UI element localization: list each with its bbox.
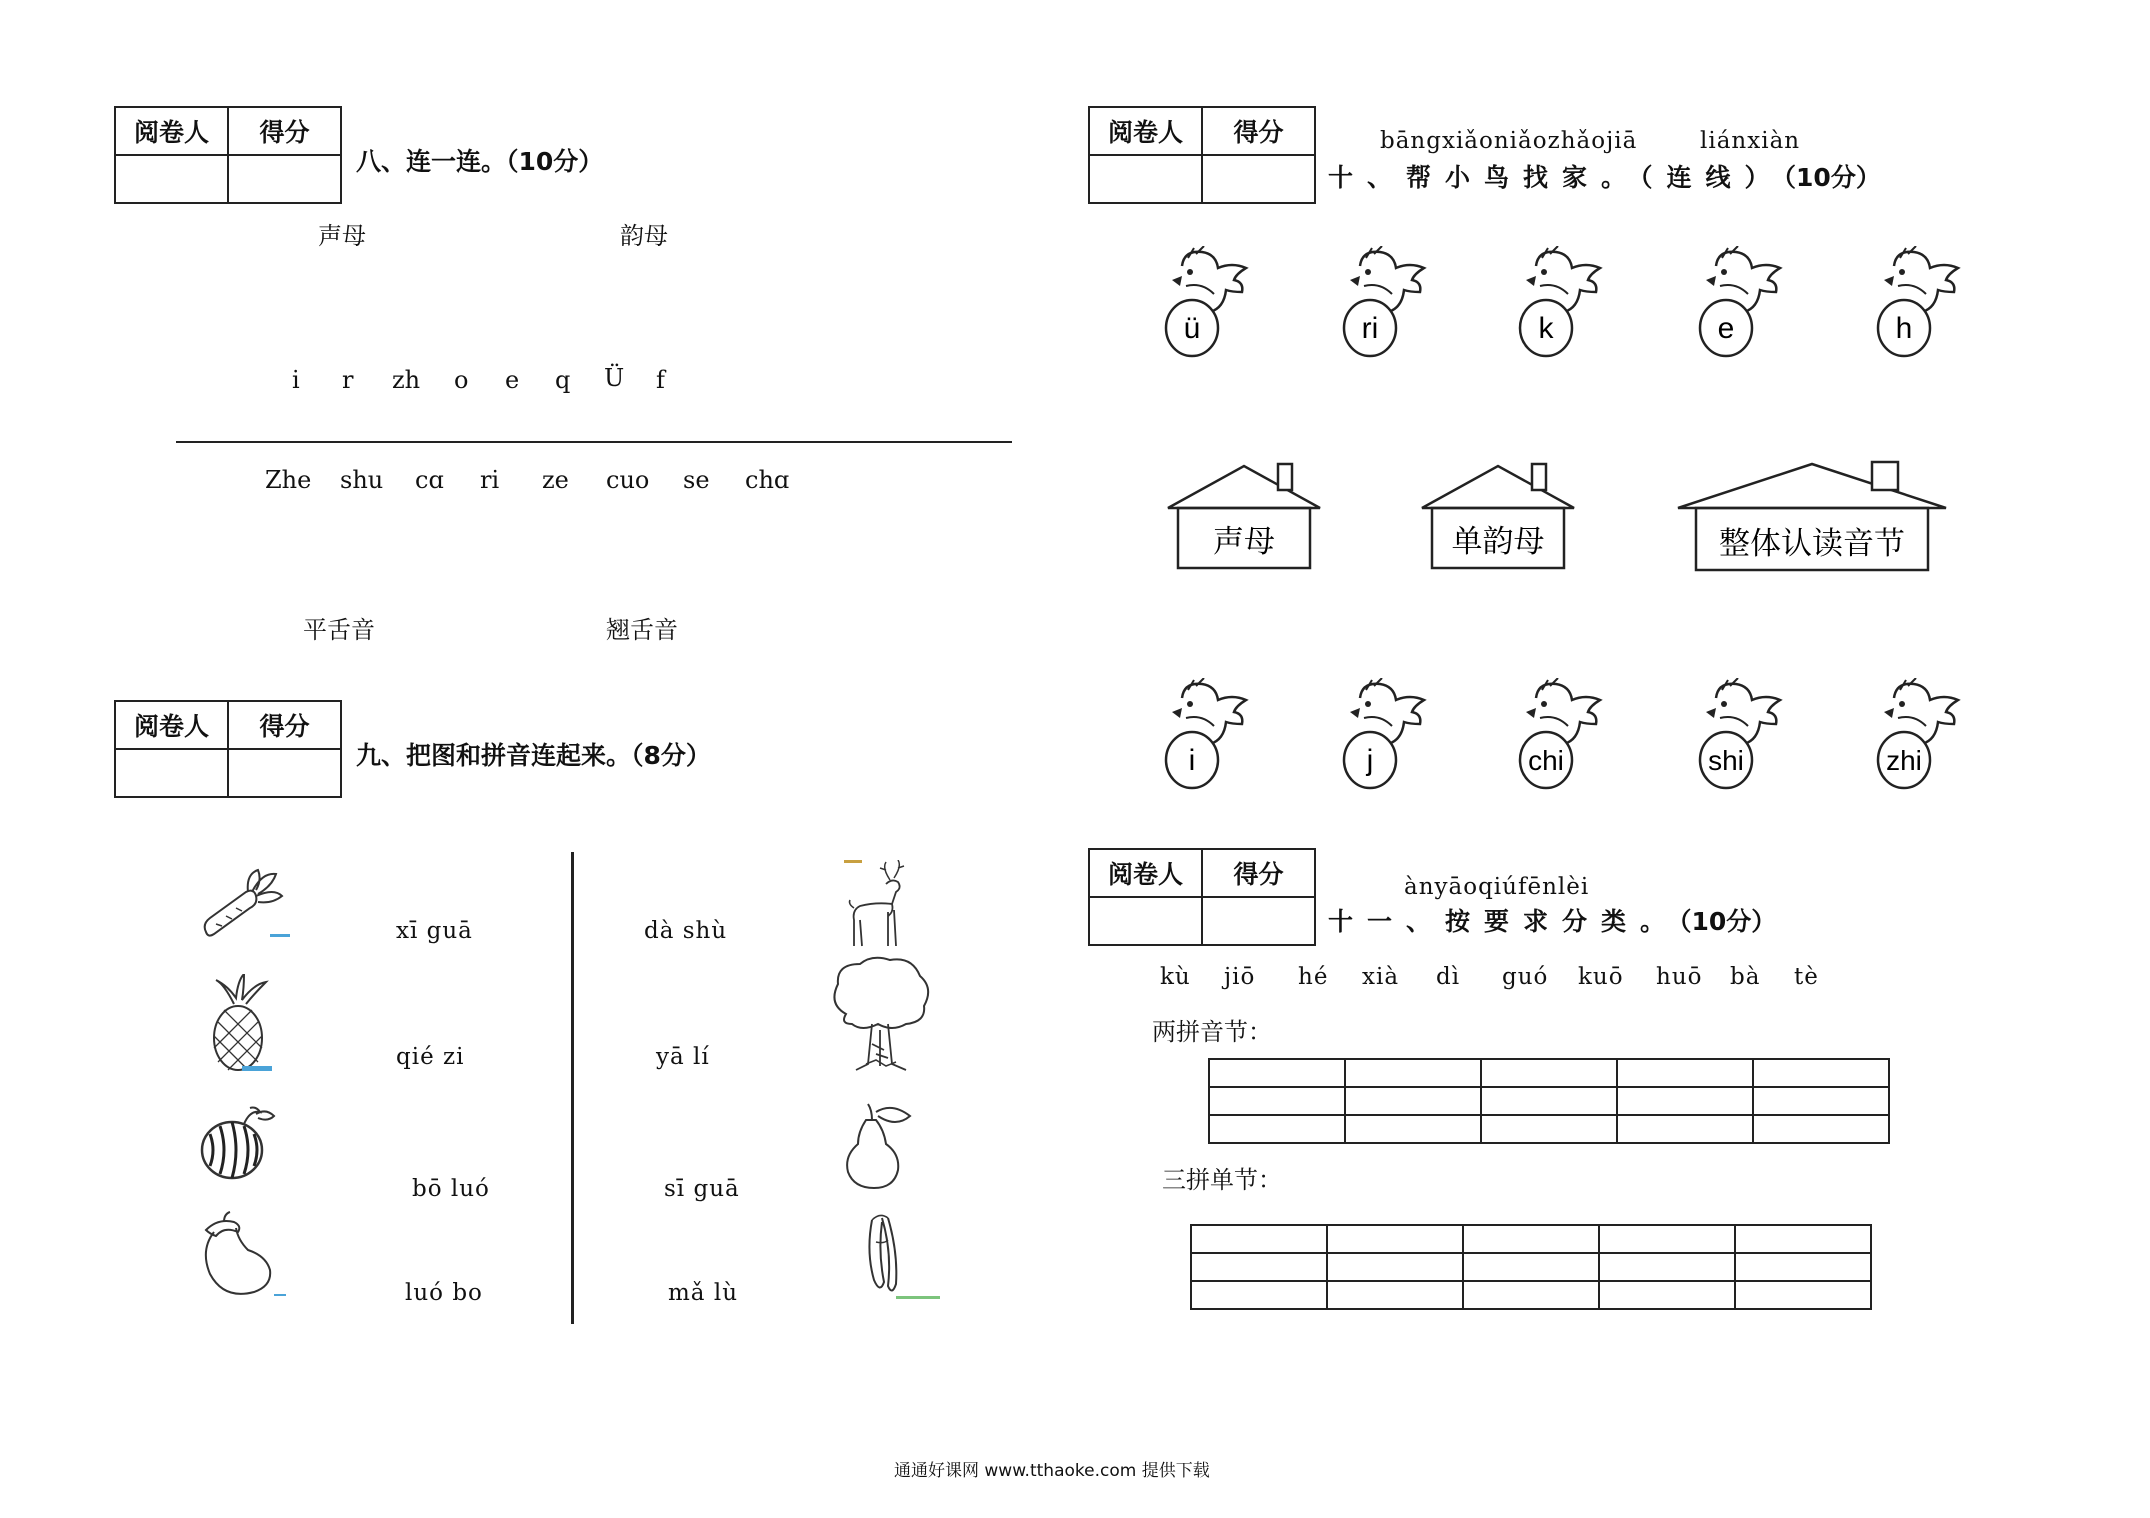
grid-cell[interactable] — [1617, 1087, 1753, 1115]
reviewer-header: 阅卷人 — [115, 107, 228, 155]
deer-icon — [842, 860, 916, 950]
watermelon-icon — [194, 1104, 284, 1184]
label-pingshe: 平舌音 — [303, 616, 375, 644]
bird-icon[interactable] — [1152, 246, 1252, 358]
bird-icon[interactable] — [1506, 246, 1606, 358]
grid-cell[interactable] — [1463, 1225, 1599, 1253]
syllable-item: guó — [1502, 964, 1549, 990]
syllable-item: xià — [1362, 964, 1400, 990]
pinyin-left: xī guā — [396, 918, 473, 944]
letter-item: q — [555, 366, 571, 394]
letter-item: i — [292, 366, 300, 394]
grid-cell[interactable] — [1327, 1281, 1463, 1309]
syllable-item: kù — [1160, 964, 1191, 990]
syllable-item: huō — [1656, 964, 1703, 990]
bird-label: ü — [1183, 312, 1201, 345]
bird-label: ri — [1361, 312, 1379, 345]
grid-cell[interactable] — [1209, 1115, 1345, 1143]
pinyin-right: sī guā — [664, 1176, 740, 1202]
reviewer-cell[interactable] — [115, 155, 228, 203]
house-icon[interactable] — [1676, 458, 1948, 574]
grid-cell[interactable] — [1753, 1059, 1889, 1087]
section8-title: 八、连一连。（10分） — [356, 147, 604, 176]
letter-item: f — [656, 366, 665, 394]
letter-item: r — [342, 366, 354, 394]
score-table-8 — [114, 106, 342, 204]
letter-item: e — [505, 366, 520, 394]
pinyin-right: yā lí — [656, 1044, 710, 1070]
score-table-9 — [114, 700, 342, 798]
bird-icon[interactable] — [1686, 678, 1786, 790]
bird-icon[interactable] — [1864, 678, 1964, 790]
syllable-item: Zhe — [265, 466, 312, 494]
grid-cell[interactable] — [1345, 1087, 1481, 1115]
pear-icon — [836, 1100, 920, 1190]
grid-cell[interactable] — [1599, 1225, 1735, 1253]
section11-pinyin: ànyāoqiúfēnlèi — [1404, 874, 1590, 900]
grid-cell[interactable] — [1753, 1115, 1889, 1143]
syllable-item: kuō — [1578, 964, 1624, 990]
bird-icon[interactable] — [1686, 246, 1786, 358]
pineapple-icon — [194, 974, 284, 1074]
bird-label: h — [1895, 312, 1913, 345]
syllable-item: dì — [1436, 964, 1461, 990]
label-three-syllable: 三拼单节： — [1162, 1166, 1282, 1194]
grid-cell[interactable] — [1345, 1115, 1481, 1143]
score-table-10 — [1088, 106, 1316, 204]
house-label: 声母 — [1213, 524, 1275, 560]
grid-cell[interactable] — [1753, 1087, 1889, 1115]
pinyin-left: qié zi — [396, 1044, 465, 1070]
score-header: 得分 — [1202, 849, 1315, 897]
grid-cell[interactable] — [1463, 1253, 1599, 1281]
grid-cell[interactable] — [1209, 1059, 1345, 1087]
two-syllable-grid — [1208, 1058, 1890, 1144]
syllable-item: shu — [340, 466, 384, 494]
score-header: 得分 — [1202, 107, 1315, 155]
syllable-item: cuo — [606, 466, 650, 494]
label-two-syllable: 两拼音节： — [1152, 1018, 1272, 1046]
bird-label: j — [1366, 744, 1374, 777]
house-icon[interactable] — [1420, 460, 1576, 572]
reviewer-header: 阅卷人 — [1089, 107, 1202, 155]
pinyin-left: bō luó — [412, 1176, 490, 1202]
house-label: 整体认读音节 — [1719, 526, 1905, 562]
footer-text: 通通好课网 www.tthaoke.com 提供下载 — [894, 1461, 1210, 1481]
label-qiaoshe: 翘舌音 — [606, 616, 678, 644]
section11-title — [1328, 902, 1776, 938]
score-table-11 — [1088, 848, 1316, 946]
score-cell[interactable] — [228, 749, 341, 797]
syllable-item: jiō — [1224, 964, 1256, 990]
loofah-icon — [852, 1212, 948, 1302]
grid-cell[interactable] — [1735, 1225, 1871, 1253]
house-icon[interactable] — [1166, 460, 1322, 572]
reviewer-cell[interactable] — [1089, 897, 1202, 945]
grid-cell[interactable] — [1735, 1253, 1871, 1281]
score-header: 得分 — [228, 701, 341, 749]
bird-icon[interactable] — [1152, 678, 1252, 790]
grid-cell[interactable] — [1327, 1253, 1463, 1281]
pinyin-right: dà shù — [644, 918, 728, 944]
section10-title-score: （10分） — [1783, 163, 1881, 192]
three-syllable-grid — [1190, 1224, 1872, 1310]
syllable-item: hé — [1298, 964, 1329, 990]
grid-cell[interactable] — [1209, 1087, 1345, 1115]
bird-label: e — [1717, 312, 1735, 345]
letter-item: zh — [392, 366, 421, 394]
center-divider — [571, 852, 574, 1324]
pinyin-right: mǎ lù — [668, 1280, 739, 1306]
grid-cell[interactable] — [1599, 1253, 1735, 1281]
pinyin-left: luó bo — [405, 1280, 483, 1306]
syllable-item: tè — [1794, 964, 1819, 990]
score-cell[interactable] — [1202, 897, 1315, 945]
grid-cell[interactable] — [1327, 1225, 1463, 1253]
syllable-item: ri — [480, 466, 500, 494]
syllable-item: bà — [1730, 964, 1761, 990]
eggplant-icon — [194, 1210, 294, 1300]
syllable-item: ze — [542, 466, 569, 494]
section10-title-main: 十、帮小鸟找家。 — [1328, 163, 1641, 192]
bird-label: zhi — [1886, 745, 1922, 776]
label-yunmu: 韵母 — [620, 222, 668, 250]
bird-label: i — [1188, 744, 1196, 777]
grid-cell[interactable] — [1481, 1115, 1617, 1143]
section10-title-paren: （连线） — [1640, 163, 1784, 192]
score-cell[interactable] — [1202, 155, 1315, 203]
bird-icon[interactable] — [1506, 678, 1606, 790]
grid-cell[interactable] — [1191, 1253, 1327, 1281]
section9-title: 九、把图和拼音连起来。（8分） — [356, 741, 711, 770]
tree-icon — [826, 954, 936, 1074]
bird-label: chi — [1528, 745, 1564, 776]
syllable-item: cɑ — [415, 466, 444, 494]
divider-line — [176, 441, 1012, 443]
grid-cell[interactable] — [1735, 1281, 1871, 1309]
section10-title — [1328, 158, 1881, 194]
grid-cell[interactable] — [1463, 1281, 1599, 1309]
grid-cell[interactable] — [1191, 1281, 1327, 1309]
grid-cell[interactable] — [1345, 1059, 1481, 1087]
reviewer-header: 阅卷人 — [115, 701, 228, 749]
score-header: 得分 — [228, 107, 341, 155]
grid-cell[interactable] — [1617, 1059, 1753, 1087]
label-shengmu: 声母 — [318, 222, 366, 250]
grid-cell[interactable] — [1599, 1281, 1735, 1309]
reviewer-header: 阅卷人 — [1089, 849, 1202, 897]
grid-cell[interactable] — [1617, 1115, 1753, 1143]
bird-label: k — [1538, 312, 1554, 345]
grid-cell[interactable] — [1481, 1087, 1617, 1115]
section10-pinyin-2: liánxiàn — [1700, 128, 1801, 154]
letter-item: Ü — [604, 364, 625, 392]
section11-title-main: 十一、按要求分类。 — [1328, 907, 1680, 936]
bird-icon[interactable] — [1864, 246, 1964, 358]
bird-icon[interactable] — [1330, 246, 1430, 358]
section11-title-score: （10分） — [1679, 907, 1777, 936]
reviewer-cell[interactable] — [115, 749, 228, 797]
syllable-item: se — [683, 466, 710, 494]
grid-cell[interactable] — [1481, 1059, 1617, 1087]
syllable-item: chɑ — [745, 466, 790, 494]
score-cell[interactable] — [228, 155, 341, 203]
letter-item: o — [454, 366, 469, 394]
section10-pinyin-1: bāngxiǎoniǎozhǎojiā — [1380, 128, 1638, 154]
carrot-icon — [196, 862, 296, 942]
grid-cell[interactable] — [1191, 1225, 1327, 1253]
bird-label: shi — [1708, 745, 1744, 776]
reviewer-cell[interactable] — [1089, 155, 1202, 203]
house-label: 单韵母 — [1451, 524, 1545, 560]
bird-icon[interactable] — [1330, 678, 1430, 790]
